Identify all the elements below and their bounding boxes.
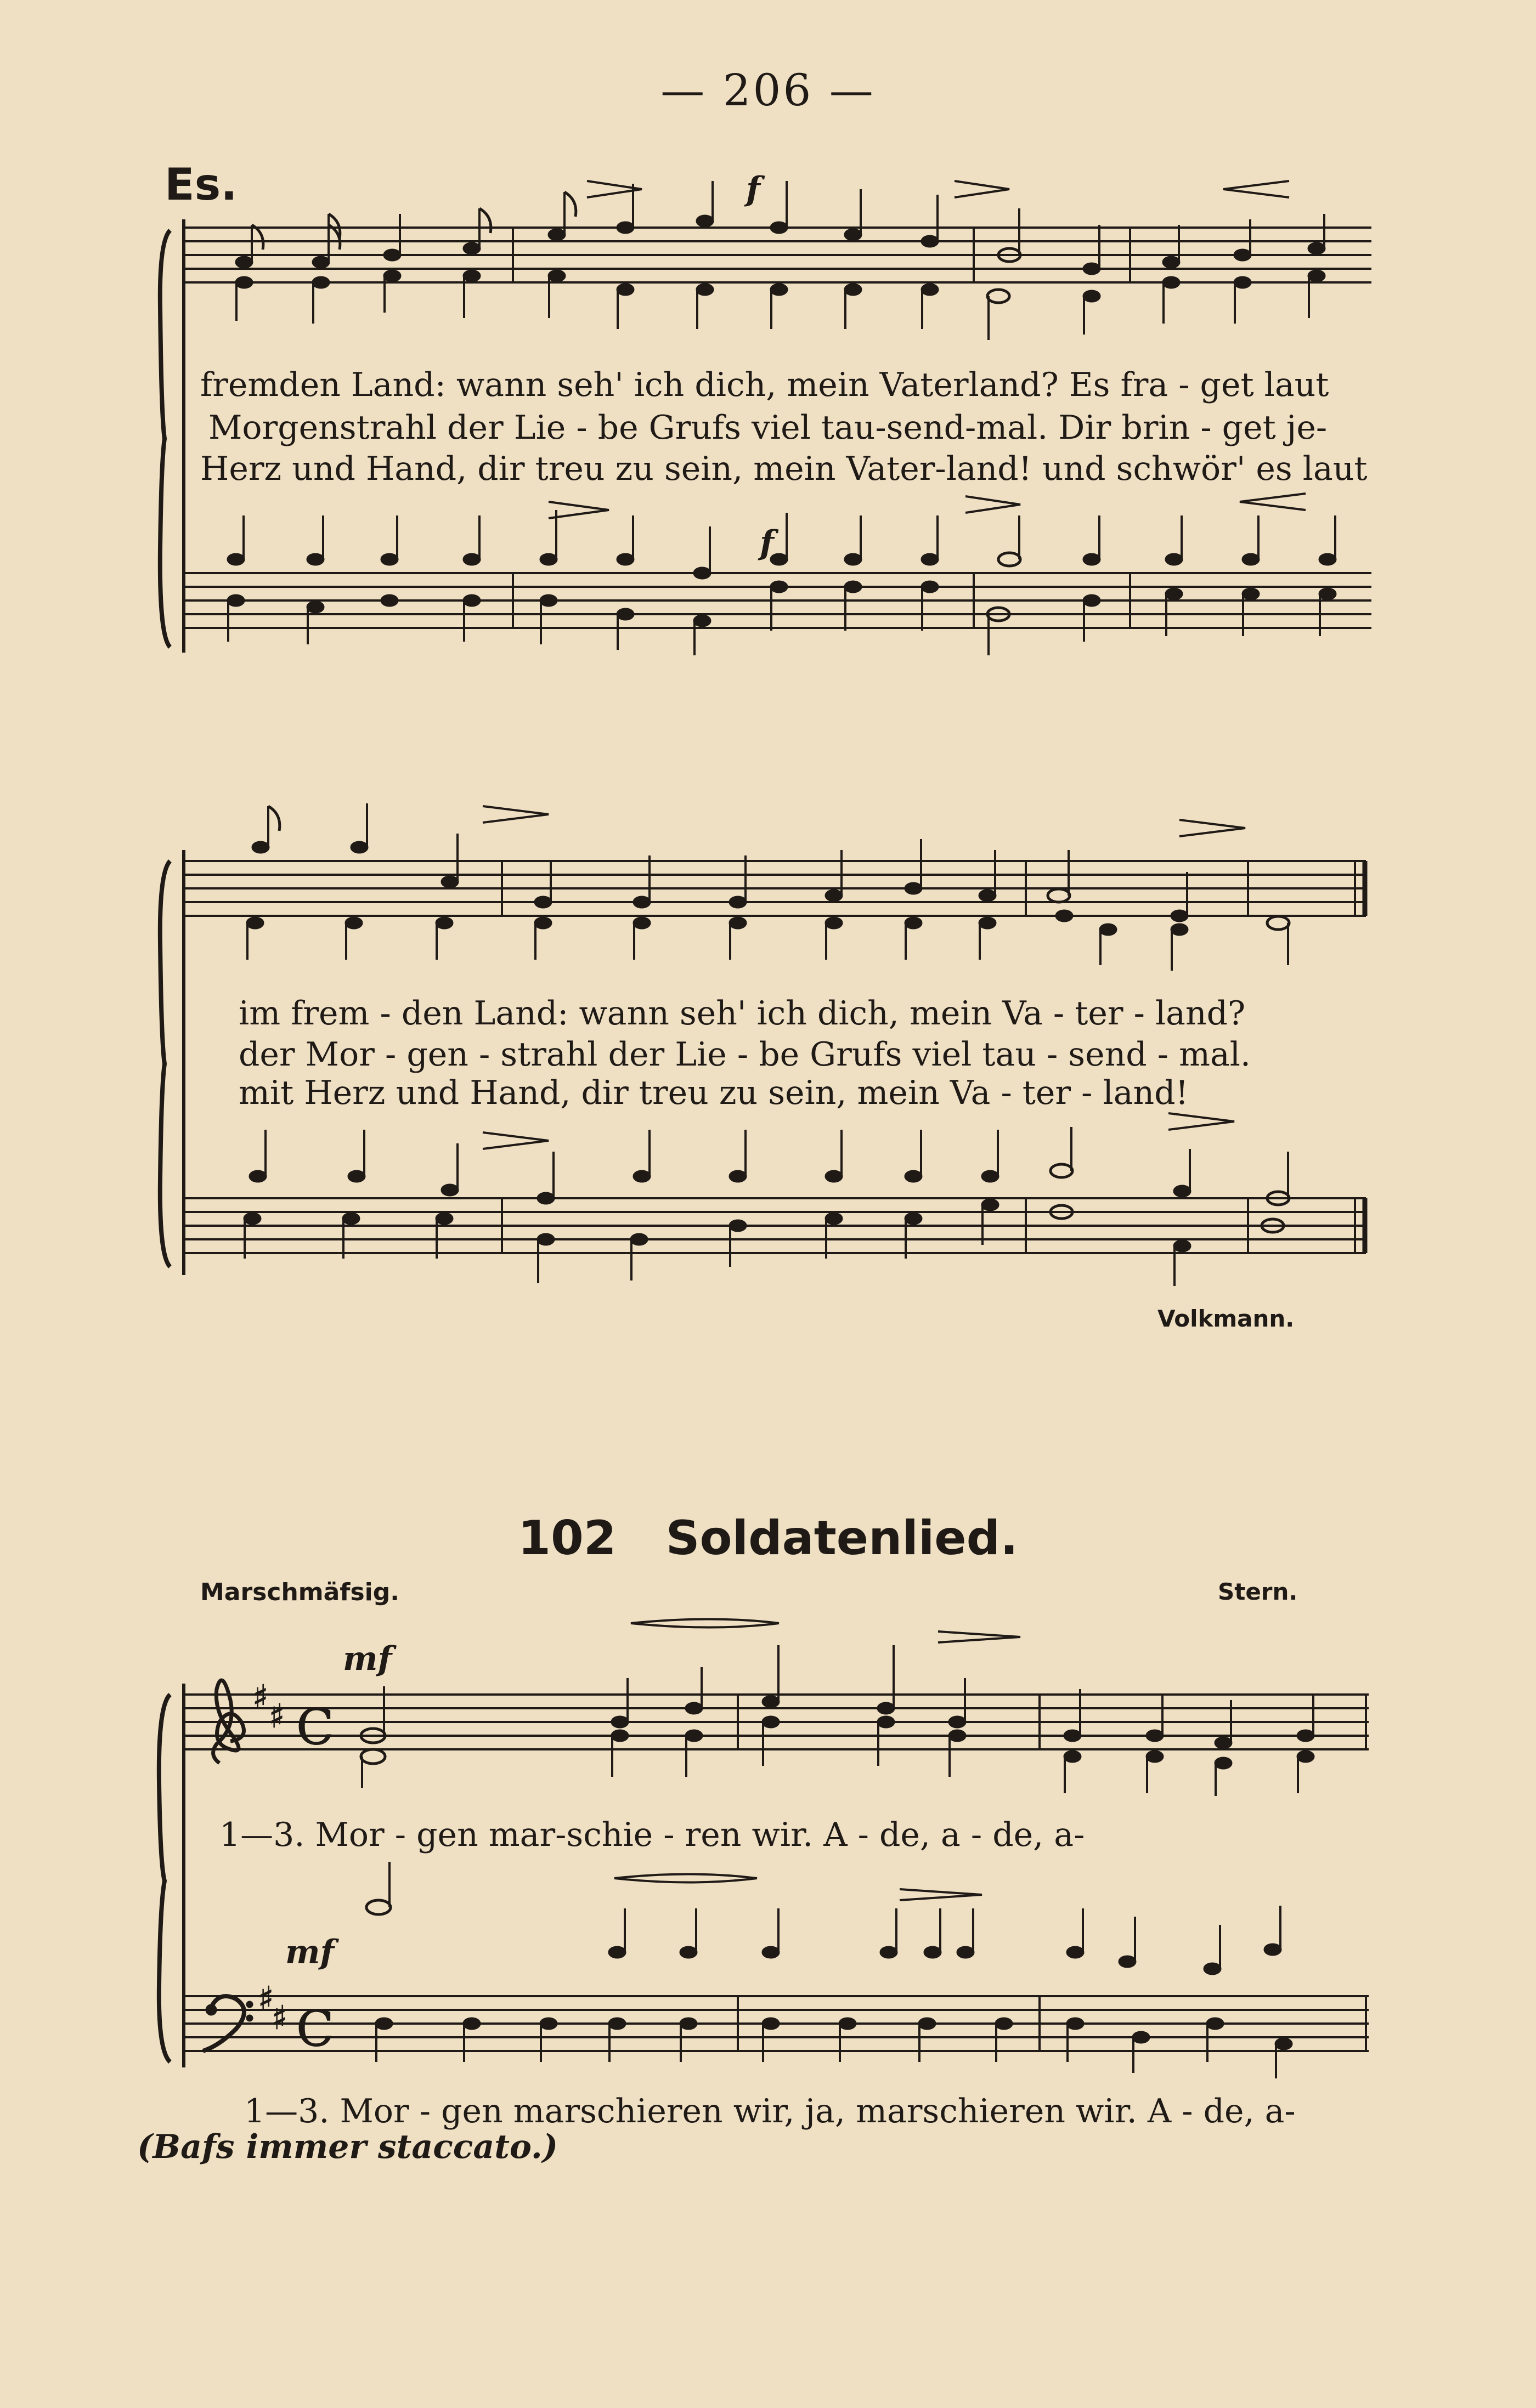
lyric-line-3: mit Herz und Hand, dir treu zu sein, mein Va - ter - land! (239, 1074, 1189, 1112)
lyric-line-2: der Mor - gen - strahl der Lie - be Grufs viel tau - send - mal. (239, 1035, 1251, 1074)
dynamic-marking: mf (343, 1640, 392, 1678)
svg-text:C: C (296, 2000, 334, 2058)
song-number: 102 (518, 1511, 617, 1566)
lyric-line-upper: 1—3. Mor - gen mar-schie - ren wir. A - de, a - de, a- (219, 1816, 1085, 1854)
svg-text:♯: ♯ (272, 1999, 288, 2037)
svg-text:♯: ♯ (269, 1697, 285, 1736)
dynamic-marking: f (760, 524, 774, 562)
page-number: — 206 — (660, 65, 876, 116)
dynamic-marking: mf (285, 1933, 335, 1971)
song-title: Soldatenlied. (665, 1511, 1018, 1566)
lyric-line-1: fremden Land: wann seh' ich dich, mein Vaterland? Es fra - get laut (200, 366, 1329, 404)
svg-text:C: C (296, 1698, 334, 1756)
performance-note: (Bafs immer staccato.) (137, 2128, 558, 2166)
lyric-line-2: Morgenstrahl der Lie - be Grufs viel tau-send-mal. Dir brin - get je- (208, 409, 1328, 447)
svg-text:♯: ♯ (258, 1980, 274, 2018)
lyric-line-3: Herz und Hand, dir treu zu sein, mein Vater-land! und schwör' es laut (200, 450, 1368, 488)
svg-text:♯: ♯ (252, 1678, 269, 1716)
composer-credit: Volkmann. (1157, 1305, 1295, 1332)
composer-credit: Stern. (1218, 1578, 1298, 1605)
lyric-line-1: im frem - den Land: wann seh' ich dich, mein Va - ter - land? (239, 994, 1246, 1033)
lyric-line-lower: 1—3. Mor - gen marschieren wir, ja, marschieren wir. A - de, a- (244, 2092, 1296, 2131)
dynamic-marking: f (746, 170, 760, 208)
tempo-marking: Marschmäfsig. (200, 1578, 399, 1606)
key-label: Es. (165, 159, 238, 210)
